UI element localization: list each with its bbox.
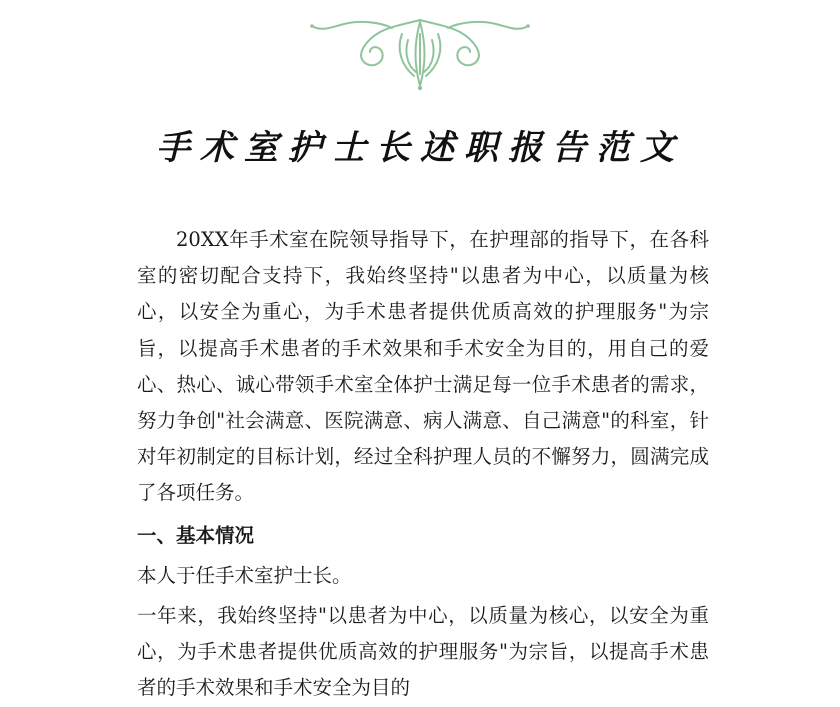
document-body <box>137 222 709 707</box>
intro-paragraph: 20XX年手术室在院领导指导下，在护理部的指导下，在各科室的密切配合支持下，我始终坚持"以患者为中心，以质量为核心，以安全为重心，为手术患者提供优质高效的护理服务"为宗旨，以提高手术患者的手术效果和手术安全为目的，用自己的爱心、热心、诚心带领手术室全体护士满足每一位手术患者的需求，努力争创"社会满意、医院满意、病人满意、自己满意"的科室，针对年初制定的目标计划，经过全科护理人员的不懈努力，圆满完成了各项任务。 <box>137 228 709 505</box>
paragraph-year-review: 一年来，我始终坚持"以患者为中心，以质量为核心，以安全为重心，为手术患者提供优质高效的护理服务"为宗旨，以提高手术患者的手术效果和手术安全为目的 <box>137 604 709 700</box>
paragraph-position: 本人于任手术室护士长。 <box>137 563 352 587</box>
document-title: 手术室护士长述职报告范文 <box>156 128 684 168</box>
section-heading-basic-info: 一、基本情况 <box>137 523 255 547</box>
header-scroll-ornament <box>0 0 840 100</box>
